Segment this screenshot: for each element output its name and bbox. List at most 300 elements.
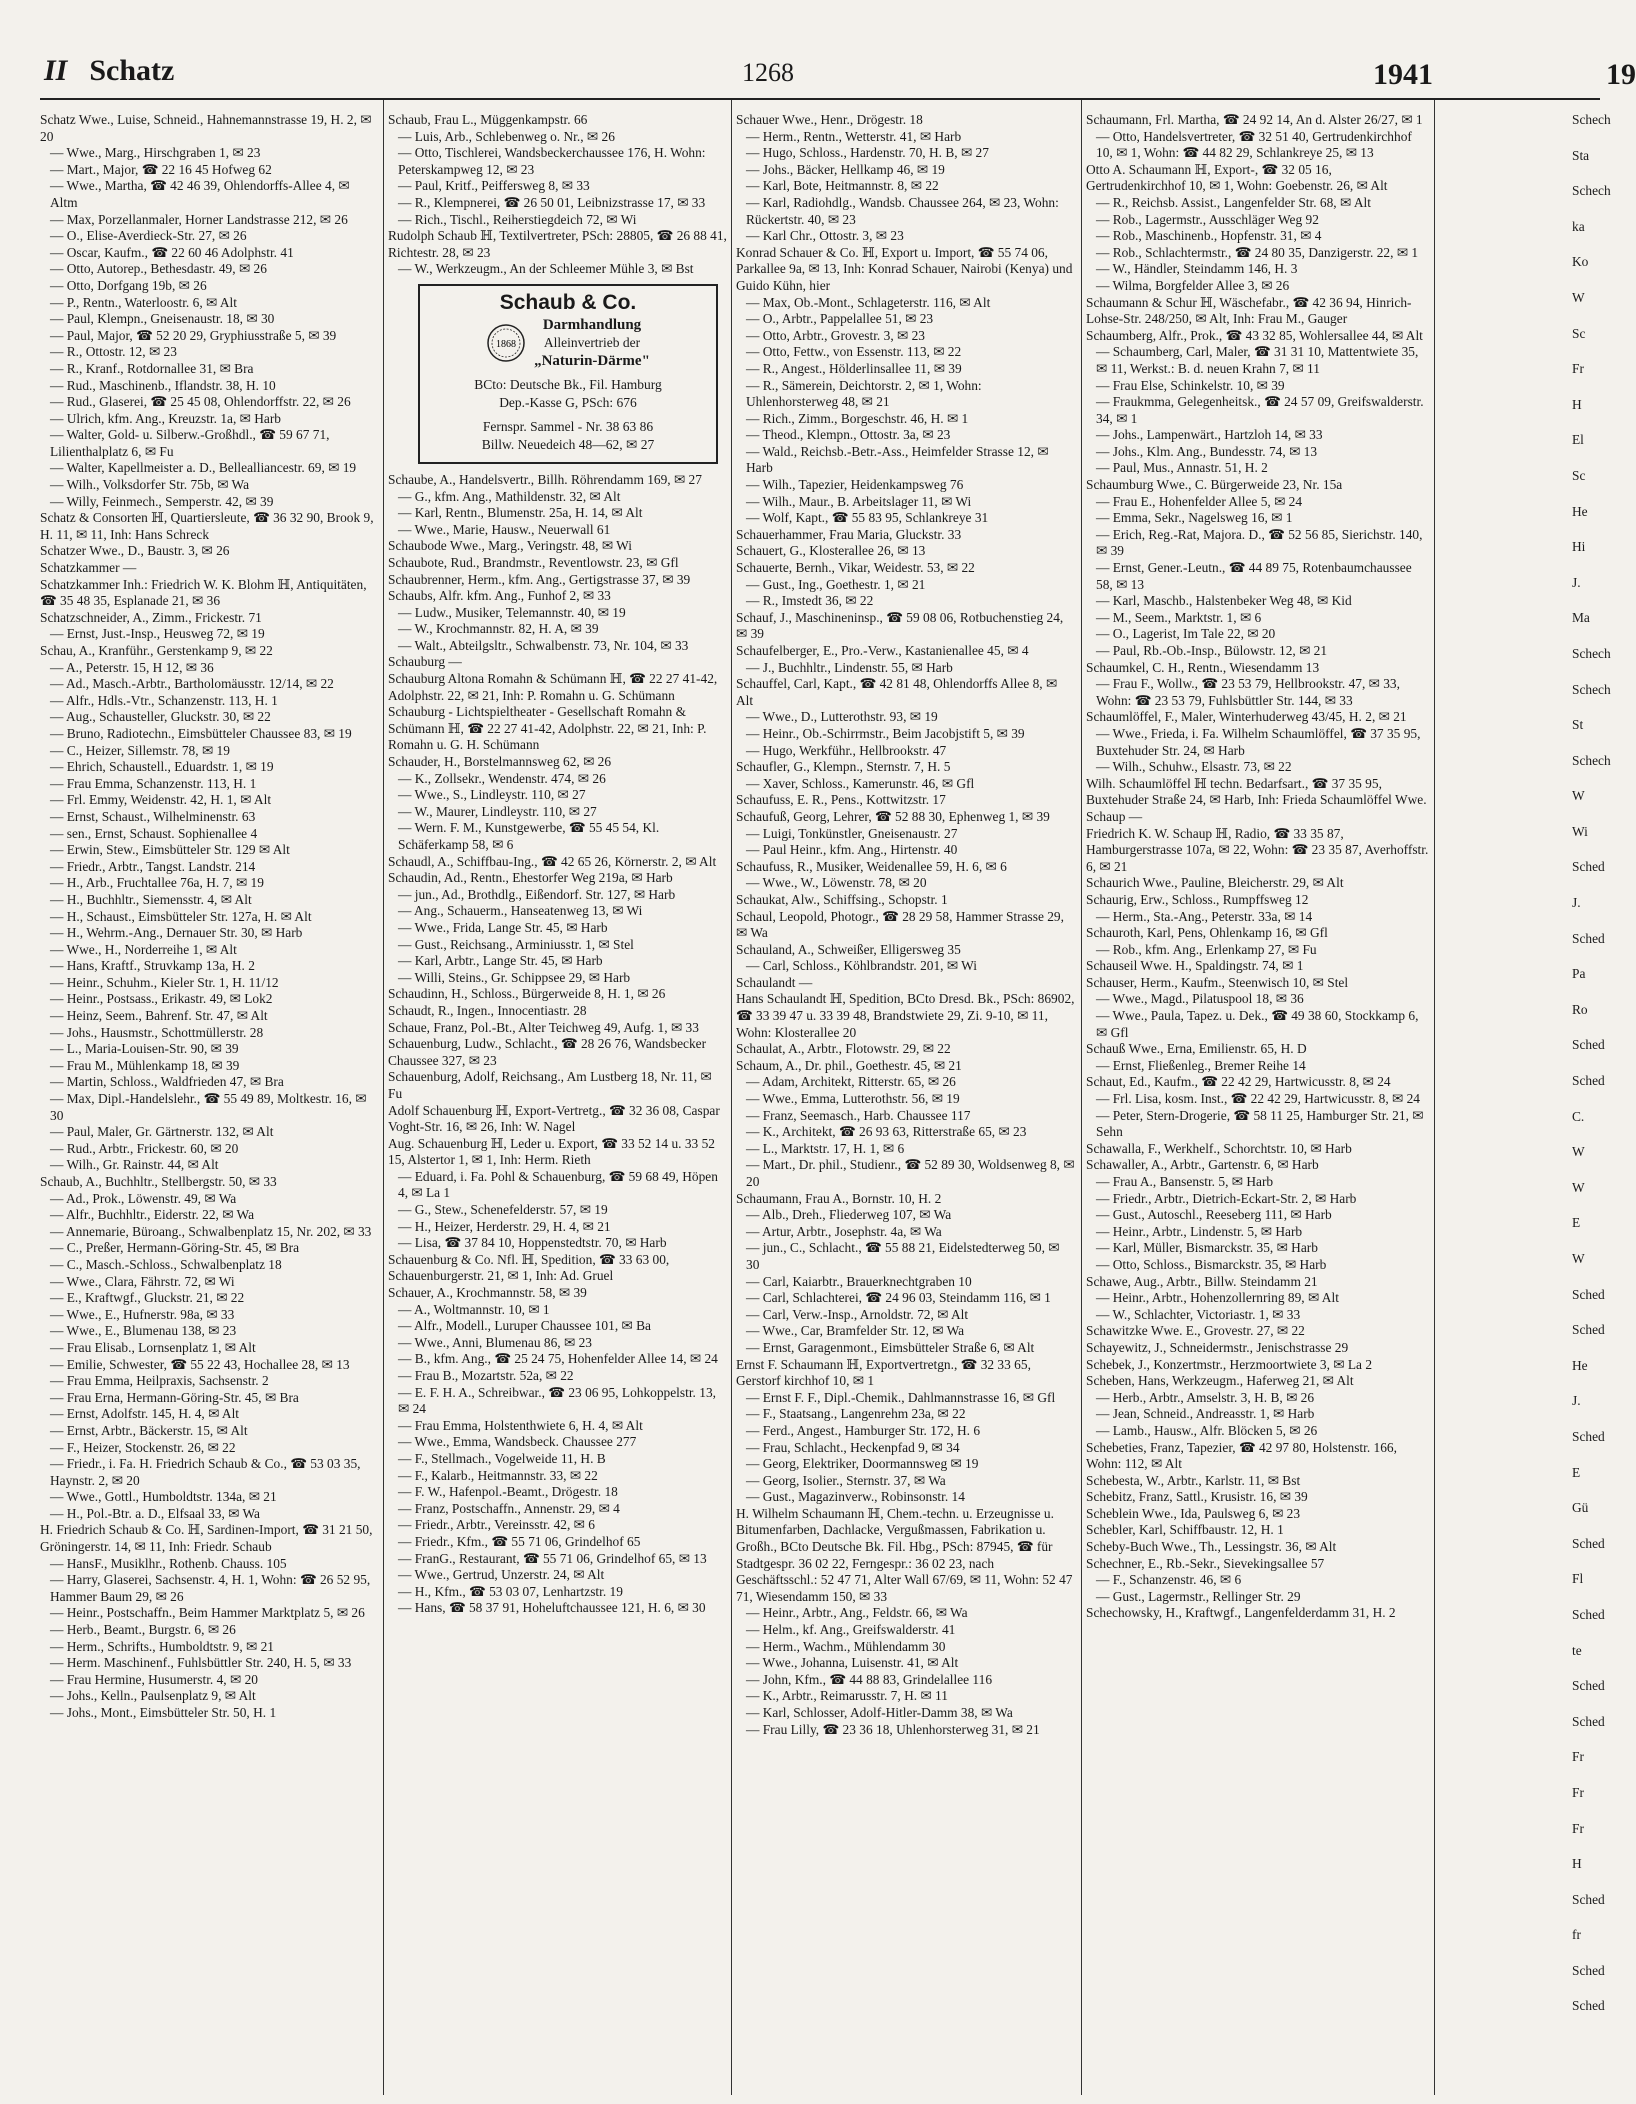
- directory-entry: — Ehrich, Schaustell., Eduardstr. 1, ✉ 19: [50, 759, 274, 775]
- directory-entry: — Karl, Arbtr., Lange Str. 45, ✉ Harb: [398, 953, 603, 969]
- directory-entry: — jun., C., Schlacht., ☎ 55 88 21, Eidelstedterweg 50, ✉ 30: [746, 1240, 1060, 1272]
- directory-entry: — L., Marktstr. 17, H. 1, ✉ 6: [746, 1140, 905, 1156]
- directory-entry: Hans Schaulandt ℍ, Spedition, BCto Dresd. Bk., PSch: 86902, ☎ 33 39 47 u. 33 39 48, Brandstwiete 29, Zi. 9-10, ✉ 11, Wohn: Klosterallee 20: [736, 991, 1075, 1040]
- directory-entry: — Johs., Hausmstr., Schottmüllerstr. 28: [50, 1024, 264, 1040]
- directory-entry: — Paul, Rb.-Ob.-Insp., Bülowstr. 12, ✉ 21: [1096, 643, 1328, 658]
- directory-entry: — Willi, Steins., Gr. Schippsee 29, ✉ Harb: [398, 969, 631, 985]
- edge-fragment: Schech: [1572, 681, 1611, 697]
- column-rule: [383, 100, 384, 2095]
- directory-entry: Schaurig, Erw., Schloss., Rumpffsweg 12: [1086, 891, 1309, 907]
- directory-entry: — Friedr., Arbtr., Tangst. Landstr. 214: [50, 858, 256, 874]
- directory-entry: Schauer Wwe., Henr., Drögestr. 18: [736, 112, 923, 127]
- directory-entry: — Frau M., Mühlenkamp 18, ✉ 39: [50, 1057, 240, 1073]
- edge-fragment: Schech: [1572, 752, 1611, 768]
- directory-entry: — Wwe., D., Lutterothstr. 93, ✉ 19: [746, 709, 938, 725]
- directory-entry: Schauroth, Karl, Pens, Ohlenkamp 16, ✉ Gfl: [1086, 925, 1328, 941]
- directory-entry: — Friedr., Arbtr., Dietrich-Eckart-Str. 2, ✉ Harb: [1096, 1190, 1357, 1206]
- directory-entry: — Georg, Elektriker, Doormannsweg ✉ 19: [746, 1456, 979, 1472]
- directory-entry: — Frl. Emmy, Weidenstr. 42, H. 1, ✉ Alt: [50, 792, 272, 808]
- directory-entry: Scheby-Buch Wwe., Th., Lessingstr. 36, ✉ Alt: [1086, 1539, 1337, 1555]
- next-page-edge: [1572, 112, 1611, 2097]
- directory-entry: — Frau Emma, Heilpraxis, Sachsenstr. 2: [50, 1373, 269, 1389]
- directory-entry: Schaub, A., Buchhltr., Stellbergstr. 50, ✉ 33: [40, 1174, 277, 1189]
- edge-fragment: Sched: [1572, 1962, 1605, 1978]
- edge-fragment: Sched: [1572, 1891, 1605, 1907]
- directory-entry: — Frau Lilly, ☎ 23 36 18, Uhlenhorsterweg 31, ✉ 21: [746, 1721, 1040, 1737]
- directory-entry: — Wern. F. M., Kunstgewerbe, ☎ 55 45 54, Kl. Schäferkamp 58, ✉ 6: [398, 820, 660, 852]
- directory-entry: — Erich, Reg.-Rat, Majora. D., ☎ 52 56 85, Sierichstr. 140, ✉ 39: [1096, 526, 1423, 559]
- directory-entry: — Paul Heinr., kfm. Ang., Hirtenstr. 40: [746, 842, 958, 858]
- directory-entry: — Ludw., Musiker, Telemannstr. 40, ✉ 19: [398, 604, 626, 620]
- directory-entry: Schauburg Altona Romahn & Schümann ℍ, ☎ 22 27 41-42, Adolphstr. 22, ✉ 21, Inh: P. Romahn u. G. Schümann: [388, 671, 718, 703]
- directory-entry: — Fraukmma, Gelegenheitsk., ☎ 24 57 09, Greifswalderstr. 34, ✉ 1: [1096, 394, 1424, 426]
- directory-entry: Schawalla, F., Werkhelf., Schorchtstr. 10, ✉ Harb: [1086, 1140, 1352, 1156]
- directory-entry: — K., Zollsekr., Wendenstr. 474, ✉ 26: [398, 770, 606, 786]
- directory-entry: Schaumann & Schur ℍ, Wäschefabr., ☎ 42 36 94, Hinrich-Lohse-Str. 248/250, ✉ Alt, Inh: Frau M., Gauger: [1086, 294, 1412, 327]
- advertisement-schaub-co: [418, 284, 718, 464]
- page-header: [40, 48, 1636, 100]
- directory-entry: — Jean, Schneid., Andreasstr. 1, ✉ Harb: [1096, 1406, 1315, 1422]
- edge-fragment: Sched: [1572, 1713, 1605, 1729]
- directory-entry: Schaulat, A., Arbtr., Flotowstr. 29, ✉ 22: [736, 1041, 951, 1057]
- directory-entry: — Wilh., Tapezier, Heidenkampsweg 76: [746, 477, 964, 493]
- section-name: Schatz: [89, 54, 175, 87]
- edge-fragment: Hi: [1572, 539, 1586, 555]
- directory-entry: — Oscar, Kaufm., ☎ 22 60 46 Adolphstr. 41: [50, 244, 294, 260]
- ad-description: [534, 316, 650, 370]
- edge-fragment: Fl: [1572, 1571, 1584, 1587]
- directory-entry: — Johs., Klm. Ang., Bundesstr. 74, ✉ 13: [1096, 443, 1318, 459]
- directory-entry: Schaukat, Alw., Schiffsing., Schopstr. 1: [736, 891, 948, 907]
- directory-entry: — C., Masch.-Schloss., Schwalbenplatz 18: [50, 1256, 282, 1272]
- directory-entry: — Johs., Bäcker, Hellkamp 46, ✉ 19: [746, 161, 945, 177]
- edge-fragment: El: [1572, 432, 1584, 448]
- directory-entry: — Wilh., Volksdorfer Str. 75b, ✉ Wa: [50, 477, 250, 493]
- directory-entry: — Peter, Stern-Drogerie, ☎ 58 11 25, Hamburger Str. 21, ✉ Sehn: [1096, 1107, 1424, 1140]
- directory-entry: — C., Heizer, Sillemstr. 78, ✉ 19: [50, 742, 230, 758]
- directory-entry: — Emilie, Schwester, ☎ 55 22 43, Hochallee 28, ✉ 13: [50, 1356, 350, 1372]
- directory-entry: — Karl, Rentn., Blumenstr. 25a, H. 14, ✉ Alt: [398, 505, 643, 521]
- directory-entry: — Otto, Fettw., von Essenstr. 113, ✉ 22: [746, 344, 962, 360]
- directory-entry: — Paul, Kritf., Peiffersweg 8, ✉ 33: [398, 178, 590, 194]
- edge-fragment: Sched: [1572, 1322, 1605, 1338]
- directory-entry: — O., Arbtr., Pappelallee 51, ✉ 23: [746, 311, 934, 327]
- edge-fragment: Gü: [1572, 1500, 1589, 1516]
- column-1: [40, 112, 378, 2097]
- directory-entry: — Heinr., Postschaffn., Beim Hammer Marktplatz 5, ✉ 26: [50, 1605, 365, 1621]
- edge-fragment: Fr: [1572, 1784, 1584, 1800]
- directory-entry: — Heinr., Arbtr., Ang., Feldstr. 66, ✉ Wa: [746, 1605, 968, 1621]
- directory-entry: — Franz, Seemasch., Harb. Chaussee 117: [746, 1107, 971, 1123]
- directory-entry: — Wwe., E., Hufnerstr. 98a, ✉ 33: [50, 1306, 235, 1322]
- directory-entry: — Erwin, Stew., Eimsbütteler Str. 129 ✉ Alt: [50, 842, 290, 858]
- directory-entry: Schaul, Leopold, Photogr., ☎ 28 29 58, Hammer Strasse 29, ✉ Wa: [736, 908, 1064, 941]
- directory-entry: — Wwe., S., Lindleystr. 110, ✉ 27: [398, 787, 586, 803]
- directory-entry: — Artur, Arbtr., Josephstr. 4a, ✉ Wa: [746, 1223, 942, 1239]
- directory-entry: — A., Peterstr. 15, H 12, ✉ 36: [50, 659, 214, 675]
- directory-entry: — Wwe., Emma, Wandsbeck. Chaussee 277: [398, 1434, 637, 1450]
- edge-fragment: Schech: [1572, 183, 1611, 199]
- directory-entry: Scheben, Hans, Werkzeugm., Haferweg 21, ✉ Alt: [1086, 1373, 1354, 1389]
- directory-entry: — Otto, Tischlerei, Wandsbeckerchaussee 176, H. Wohn: Peterskampweg 12, ✉ 23: [398, 145, 706, 177]
- directory-entry: — Johs., Mont., Eimsbütteler Str. 50, H. 1: [50, 1705, 277, 1720]
- edge-fragment: Fr: [1572, 1820, 1584, 1836]
- directory-entry: — Wwe., W., Löwenstr. 78, ✉ 20: [746, 875, 927, 891]
- directory-entry: — Walt., Abteilgsltr., Schwalbenstr. 73, Nr. 104, ✉ 33: [398, 637, 689, 653]
- directory-entry: Schauburg —: [388, 654, 462, 670]
- directory-entry: — F., Schanzenstr. 46, ✉ 6: [1096, 1572, 1242, 1588]
- directory-entry: — Johs., Kelln., Paulsenplatz 9, ✉ Alt: [50, 1688, 256, 1704]
- directory-entry: — Friedr., Arbtr., Vereinsstr. 42, ✉ 6: [398, 1517, 595, 1533]
- directory-entry: — Alb., Dreh., Fliederweg 107, ✉ Wa: [746, 1207, 952, 1223]
- column-2-entries-continued: [388, 472, 728, 1617]
- directory-entry: — Karl Chr., Ottostr. 3, ✉ 23: [746, 228, 904, 244]
- directory-entry: — F., Staatsang., Langenrehm 23a, ✉ 22: [746, 1406, 966, 1422]
- edge-fragment: W: [1572, 289, 1585, 305]
- directory-entry: Schaumberg, Alfr., Prok., ☎ 43 32 85, Wohlersallee 44, ✉ Alt: [1086, 327, 1423, 343]
- directory-entry: — Hugo, Werkführ., Hellbrookstr. 47: [746, 742, 947, 758]
- edge-fragment: W: [1572, 788, 1585, 804]
- directory-entry: Schaufuß, Georg, Lehrer, ☎ 52 88 30, Ephenweg 1, ✉ 39: [736, 808, 1050, 824]
- directory-entry: — H., Kfm., ☎ 53 03 07, Lenhartzstr. 19: [398, 1583, 623, 1599]
- edge-fragment: Wi: [1572, 823, 1588, 839]
- edge-fragment: fr: [1572, 1927, 1581, 1943]
- directory-entry: — O., Elise-Averdieck-Str. 27, ✉ 26: [50, 228, 247, 244]
- directory-entry: — Wilma, Borgfelder Allee 3, ✉ 26: [1096, 277, 1290, 293]
- directory-entry: Schauer, A., Krochmannstr. 58, ✉ 39: [388, 1285, 587, 1301]
- directory-entry: Schebeties, Franz, Tapezier, ☎ 42 97 80, Holstenstr. 166, Wohn: 112, ✉ Alt: [1086, 1439, 1397, 1472]
- directory-entry: Schauenburg, Ludw., Schlacht., ☎ 28 26 76, Wandsbecker Chaussee 327, ✉ 23: [388, 1036, 707, 1068]
- directory-entry: — Max, Porzellanmaler, Horner Landstrasse 212, ✉ 26: [50, 211, 348, 227]
- directory-entry: Schaumburg Wwe., C. Bürgerweide 23, Nr. 15a: [1086, 477, 1343, 493]
- directory-entry: Schaub, Frau L., Müggenkampstr. 66: [388, 112, 588, 127]
- ad-line-4: BCto: Deutsche Bk., Fil. Hamburg: [474, 376, 662, 392]
- directory-entry: — HansF., Musiklhr., Rothenb. Chauss. 105: [50, 1555, 287, 1571]
- directory-entry: — Wwe., Frida, Lange Str. 45, ✉ Harb: [398, 919, 608, 935]
- directory-entry: — Wilh., Maur., B. Arbeitslager 11, ✉ Wi: [746, 493, 972, 509]
- directory-entry: — R., Imstedt 36, ✉ 22: [746, 593, 874, 609]
- directory-entry: — Max, Dipl.-Handelslehr., ☎ 55 49 89, Moltkestr. 16, ✉ 30: [50, 1091, 367, 1123]
- directory-entry: Scheblein Wwe., Ida, Paulsweg 6, ✉ 23: [1086, 1505, 1301, 1521]
- directory-entry: Schaup —: [1086, 808, 1143, 824]
- directory-entry: — Herb., Beamt., Burgstr. 6, ✉ 26: [50, 1622, 236, 1638]
- directory-entry: Schayewitz, J., Schneidermstr., Jenischstrasse 29: [1086, 1339, 1349, 1355]
- directory-entry: — H., Schaust., Eimsbütteler Str. 127a, H. ✉ Alt: [50, 908, 312, 924]
- ad-header-row: [426, 316, 710, 370]
- directory-entry: Schaufler, G., Klempn., Sternstr. 7, H. 5: [736, 759, 951, 775]
- directory-entry: Schatz Wwe., Luise, Schneid., Hahnemannstrasse 19, H. 2, ✉ 20: [40, 112, 372, 144]
- directory-entry: — Wwe., Anni, Blumenau 86, ✉ 23: [398, 1334, 592, 1350]
- directory-entry: — Wwe., Martha, ☎ 42 46 39, Ohlendorffs-Allee 4, ✉ Altm: [50, 178, 350, 210]
- directory-entry: Schaudt, R., Ingen., Innocentiastr. 28: [388, 1002, 587, 1018]
- directory-entry: — Eduard, i. Fa. Pohl & Schauenburg, ☎ 59 68 49, Höpen 4, ✉ La 1: [398, 1168, 718, 1201]
- directory-entry: — Herm. Maschinenf., Fuhlsbüttler Str. 240, H. 5, ✉ 33: [50, 1655, 352, 1671]
- directory-entry: — Carl, Schloss., Köhlbrandstr. 201, ✉ Wi: [746, 958, 978, 974]
- directory-entry: Schaubote, Rud., Brandmstr., Reventlowstr. 23, ✉ Gfl: [388, 554, 679, 570]
- directory-entry: Schaue, Franz, Pol.-Bt., Alter Teichweg 49, Aufg. 1, ✉ 33: [388, 1019, 699, 1035]
- directory-entry: — Xaver, Schloss., Kamerunstr. 46, ✉ Gfl: [746, 775, 975, 791]
- directory-entry: Konrad Schauer & Co. ℍ, Export u. Import, ☎ 55 74 06, Parkallee 9a, ✉ 13, Inh: Konrad Schauer, Nairobi (Kenya) und Guido Kühn, hier: [736, 244, 1073, 293]
- directory-entry: — Wwe., H., Norderreihe 1, ✉ Alt: [50, 941, 237, 957]
- edge-fragment: Ma: [1572, 610, 1590, 626]
- directory-entry: — Frau Else, Schinkelstr. 10, ✉ 39: [1096, 377, 1285, 393]
- directory-entry: Schaum, A., Dr. phil., Goethestr. 45, ✉ 21: [736, 1057, 962, 1073]
- directory-entry: — Emma, Sekr., Nagelsweg 16, ✉ 1: [1096, 510, 1293, 526]
- edge-fragment: He: [1572, 1357, 1588, 1373]
- directory-entry: — H., Buchhltr., Siemensstr. 4, ✉ Alt: [50, 891, 252, 907]
- directory-entry: — G., kfm. Ang., Mathildenstr. 32, ✉ Alt: [398, 488, 621, 504]
- column-rule: [1434, 100, 1435, 2095]
- directory-entry: — Karl, Maschb., Halstenbeker Weg 48, ✉ Kid: [1096, 593, 1352, 609]
- directory-entry: Schauseil Wwe. H., Spaldingstr. 74, ✉ 1: [1086, 958, 1304, 974]
- directory-entry: Schauerte, Bernh., Vikar, Weidestr. 53, ✉ 22: [736, 560, 975, 576]
- directory-entry: Schauser, Herm., Kaufm., Steenwisch 10, ✉ Stel: [1086, 974, 1349, 990]
- ad-line-3: „Naturin-Därme": [534, 352, 650, 369]
- directory-entry: — Frau Emma, Holstenthwiete 6, H. 4, ✉ Alt: [398, 1417, 643, 1433]
- directory-entry: — Ernst, Arbtr., Bäckerstr. 15, ✉ Alt: [50, 1422, 248, 1438]
- directory-entry: — Otto, Dorfgang 19b, ✉ 26: [50, 277, 207, 293]
- directory-entry: — F., Heizer, Stockenstr. 26, ✉ 22: [50, 1439, 236, 1455]
- directory-entry: — Ernst, Garagenmont., Eimsbütteler Straße 6, ✉ Alt: [746, 1339, 1035, 1355]
- directory-entry: — Heinr., Postsass., Erikastr. 49, ✉ Lok2: [50, 991, 273, 1007]
- edge-fragment: Sched: [1572, 1286, 1605, 1302]
- directory-entry: — Wwe., Gottl., Humboldtstr. 134a, ✉ 21: [50, 1489, 277, 1505]
- directory-entry: — Schaumberg, Carl, Maler, ☎ 31 31 10, Mattentwiete 35, ✉ 11, Werkst.: B. d. neuen Krahn 7, ✉ 11: [1096, 344, 1419, 376]
- next-page-year-fragment: 19: [1606, 58, 1636, 91]
- edge-fragment: Sc: [1572, 325, 1586, 341]
- directory-entry: — Gust., Autoschl., Reeseberg 111, ✉ Harb: [1096, 1207, 1332, 1223]
- directory-entry: — W., Werkzeugm., An der Schleemer Mühle 3, ✉ Bst: [398, 261, 694, 277]
- directory-entry: — Aug., Schausteller, Gluckstr. 30, ✉ 22: [50, 709, 271, 725]
- directory-entry: — Johs., Lampenwärt., Hartzloh 14, ✉ 33: [1096, 427, 1323, 443]
- directory-entry: — Herm., Wachm., Mühlendamm 30: [746, 1638, 946, 1654]
- directory-entry: — Gust., Lagermstr., Rellinger Str. 29: [1096, 1588, 1301, 1604]
- directory-entry: — Carl, Verw.-Insp., Arnoldstr. 72, ✉ Alt: [746, 1306, 969, 1322]
- directory-entry: Schawitzke Wwe. E., Grovestr. 27, ✉ 22: [1086, 1323, 1305, 1339]
- section-title: [44, 54, 174, 88]
- directory-entry: — C., Preßer, Hermann-Göring-Str. 45, ✉ Bra: [50, 1240, 300, 1256]
- directory-entry: — Ernst, Fließenleg., Bremer Reihe 14: [1096, 1057, 1306, 1073]
- edge-fragment: Sched: [1572, 1606, 1605, 1622]
- directory-entry: — Paul, Mus., Annastr. 51, H. 2: [1096, 460, 1268, 476]
- directory-entry: Schauffel, Carl, Kapt., ☎ 42 81 48, Ohlendorffs Allee 8, ✉ Alt: [736, 676, 1058, 708]
- ad-company-name: Schaub & Co.: [499, 290, 637, 314]
- directory-entry: — L., Maria-Louisen-Str. 90, ✉ 39: [50, 1041, 239, 1057]
- directory-entry: — Ernst, Just.-Insp., Heusweg 72, ✉ 19: [50, 626, 265, 642]
- directory-entry: Schaudinn, H., Schloss., Bürgerweide 8, H. 1, ✉ 26: [388, 986, 666, 1002]
- directory-entry: — Otto, Arbtr., Grovestr. 3, ✉ 23: [746, 327, 925, 343]
- directory-entry: Schatzkammer —: [40, 560, 137, 576]
- directory-entry: Schauf, J., Maschineninsp., ☎ 59 08 06, Rotbuchenstieg 24, ✉ 39: [736, 609, 1064, 642]
- directory-entry: — Karl, Müller, Bismarckstr. 35, ✉ Harb: [1096, 1240, 1318, 1256]
- directory-entry: — Theod., Klempn., Ottostr. 3a, ✉ 23: [746, 427, 951, 443]
- edge-fragment: Sched: [1572, 1678, 1605, 1694]
- directory-entry: Schauerhammer, Frau Maria, Gluckstr. 33: [736, 526, 962, 542]
- directory-entry: — Wwe., Magd., Pilatuspool 18, ✉ 36: [1096, 991, 1304, 1007]
- directory-entry: — Mart., Major, ☎ 22 16 45 Hofweg 62: [50, 161, 272, 177]
- directory-entry: — Alfr., Hdls.-Vtr., Schanzenstr. 113, H. 1: [50, 692, 278, 708]
- directory-entry: — R., Reichsb. Assist., Langenfelder Str. 68, ✉ Alt: [1096, 194, 1371, 210]
- directory-entry: — Walter, Gold- u. Silberw.-Großhdl., ☎ 59 67 71, Lilienthalplatz 6, ✉ Fu: [50, 427, 330, 459]
- edge-fragment: Pa: [1572, 966, 1586, 982]
- directory-entry: Schauenburg, Adolf, Reichsang., Am Lustberg 18, Nr. 11, ✉ Fu: [388, 1069, 712, 1101]
- directory-entry: — Ad., Masch.-Arbtr., Bartholomäusstr. 12/14, ✉ 22: [50, 676, 334, 692]
- directory-entry: — Rob., Schlachtermstr., ☎ 24 80 35, Danzigerstr. 22, ✉ 1: [1096, 244, 1419, 260]
- directory-entry: — Wilh., Schuhw., Elsastr. 73, ✉ 22: [1096, 759, 1292, 775]
- edge-fragment: Sched: [1572, 1037, 1605, 1053]
- directory-entry: Schaufuss, E. R., Pens., Kottwitzstr. 17: [736, 792, 946, 808]
- directory-entry: Schaulandt —: [736, 974, 813, 990]
- directory-entry: — R., Sämerein, Deichtorstr. 2, ✉ 1, Wohn: Uhlenhorsterweg 48, ✉ 21: [746, 377, 982, 410]
- directory-entry: Schebesta, W., Arbtr., Karlstr. 11, ✉ Bst: [1086, 1472, 1301, 1488]
- edge-fragment: Fr: [1572, 1749, 1584, 1765]
- directory-entry: — Wwe., Frieda, i. Fa. Wilhelm Schaumlöffel, ☎ 37 35 95, Buxtehuder Str. 24, ✉ Harb: [1096, 725, 1421, 758]
- directory-entry: Schauder, H., Borstelmannsweg 62, ✉ 26: [388, 754, 612, 770]
- directory-entry: Schauert, G., Klosterallee 26, ✉ 13: [736, 543, 926, 559]
- directory-entry: Schauburg - Lichtspieltheater - Gesellschaft Romahn & Schümann ℍ, ☎ 22 27 41-42, Adolphstr. 22, ✉ 21, Inh: P. Romahn u. G. H. Schümann: [388, 704, 707, 753]
- directory-entry: — Paul, Maler, Gr. Gärtnerstr. 132, ✉ Alt: [50, 1124, 274, 1140]
- directory-entry: Wilh. Schaumlöffel ℍ techn. Bedarfsart., ☎ 37 35 95, Buxtehuder Straße 24, ✉ Harb, Inh: Frieda Schaumlöffel Wwe.: [1086, 775, 1427, 808]
- edge-fragment: J.: [1572, 1393, 1581, 1409]
- edge-fragment: Sched: [1572, 1535, 1605, 1551]
- edge-fragment: Sched: [1572, 1998, 1605, 2014]
- edge-fragment: ka: [1572, 218, 1585, 234]
- directory-entry: Schaubs, Alfr. kfm. Ang., Funhof 2, ✉ 33: [388, 588, 611, 604]
- edge-fragment: C.: [1572, 1108, 1585, 1124]
- column-rule: [731, 100, 732, 2095]
- directory-entry: — B., kfm. Ang., ☎ 25 24 75, Hohenfelder Allee 14, ✉ 24: [398, 1351, 718, 1367]
- directory-entry: Schauß Wwe., Erna, Emilienstr. 65, H. D: [1086, 1041, 1307, 1057]
- directory-entry: — Rob., Lagermstr., Ausschläger Weg 92: [1096, 211, 1319, 227]
- directory-entry: — Frau A., Bansenstr. 5, ✉ Harb: [1096, 1174, 1274, 1189]
- directory-entry: — Hans, Kraftf., Struvkamp 13a, H. 2: [50, 958, 255, 974]
- directory-entry: — H., Pol.-Btr. a. D., Elfsaal 33, ✉ Wa: [50, 1505, 260, 1521]
- ad-line-1: Darmhandlung: [542, 316, 642, 333]
- directory-entry: Schaube, A., Handelsvertr., Billh. Röhrendamm 169, ✉ 27: [388, 471, 702, 487]
- page-label: II: [44, 54, 68, 87]
- edge-fragment: Fr: [1572, 361, 1584, 377]
- directory-entry: — Lamb., Hausw., Alfr. Blöcken 5, ✉ 26: [1096, 1422, 1318, 1438]
- edge-fragment: Sched: [1572, 930, 1605, 946]
- directory-entry: Schaumann, Frau A., Bornstr. 10, H. 2: [736, 1190, 942, 1206]
- directory-entry: — Ernst F. F., Dipl.-Chemik., Dahlmannstrasse 16, ✉ Gfl: [746, 1389, 1056, 1405]
- directory-entry: — J., Buchhltr., Lindenstr. 55, ✉ Harb: [746, 659, 953, 675]
- page-number: 1268: [742, 58, 794, 87]
- edge-fragment: Sched: [1572, 1073, 1605, 1089]
- directory-entry: — R., Klempnerei, ☎ 26 50 01, Leibnizstrasse 17, ✉ 33: [398, 194, 706, 210]
- directory-entry: Schatz & Consorten ℍ, Quartiersleute, ☎ 36 32 90, Brook 9, H. 11, ✉ 11, Inh: Hans Schreck: [40, 510, 374, 542]
- directory-entry: — Wwe., Marg., Hirschgraben 1, ✉ 23: [50, 145, 261, 161]
- edge-fragment: te: [1572, 1642, 1582, 1658]
- directory-entry: — Frl. Lisa, kosm. Inst., ☎ 22 42 29, Hartwicusstr. 8, ✉ 24: [1096, 1091, 1420, 1107]
- directory-entry: — Frau B., Mozartstr. 52a, ✉ 22: [398, 1368, 574, 1383]
- directory-entry: Schaudl, A., Schiffbau-Ing., ☎ 42 65 26, Körnerstr. 2, ✉ Alt: [388, 853, 717, 869]
- directory-entry: — F., Kalarb., Heitmannstr. 33, ✉ 22: [398, 1467, 598, 1483]
- directory-entry: — Rud., Arbtr., Frickestr. 60, ✉ 20: [50, 1140, 239, 1156]
- directory-entry: — H., Arb., Fruchtallee 76a, H. 7, ✉ 19: [50, 875, 264, 891]
- directory-entry: — Wwe., E., Blumenau 138, ✉ 23: [50, 1323, 237, 1339]
- edge-fragment: H: [1572, 396, 1582, 412]
- directory-entry: — Heinr., Arbtr., Hohenzollernring 89, ✉ Alt: [1096, 1290, 1339, 1306]
- directory-entry: Schau, A., Kranführ., Gerstenkamp 9, ✉ 22: [40, 643, 273, 658]
- directory-entry: — Rich., Zimm., Borgeschstr. 46, H. ✉ 1: [746, 410, 969, 426]
- directory-entry: — W., Schlachter, Victoriastr. 1, ✉ 33: [1096, 1306, 1301, 1322]
- edge-fragment: E: [1572, 1464, 1581, 1480]
- directory-entry: — FranG., Restaurant, ☎ 55 71 06, Grindelhof 65, ✉ 13: [398, 1550, 707, 1566]
- directory-entry: — Friedr., i. Fa. H. Friedrich Schaub & Co., ☎ 53 03 35, Haynstr. 2, ✉ 20: [50, 1456, 361, 1488]
- directory-entry: — Wilh., Gr. Rainstr. 44, ✉ Alt: [50, 1157, 219, 1173]
- directory-entry: — Ernst, Adolfstr. 145, H. 4, ✉ Alt: [50, 1406, 240, 1422]
- directory-entry: — Wolf, Kapt., ☎ 55 83 95, Schlankreye 31: [746, 510, 989, 526]
- directory-entry: — Carl, Kaiarbtr., Brauerknechtgraben 10: [746, 1273, 972, 1289]
- directory-entry: Schaubrenner, Herm., kfm. Ang., Gertigstrasse 37, ✉ 39: [388, 571, 691, 587]
- directory-entry: — Wwe., Emma, Lutterothstr. 56, ✉ 19: [746, 1091, 960, 1107]
- directory-entry: — Rob., Maschinenb., Hopfenstr. 31, ✉ 4: [1096, 228, 1322, 244]
- directory-entry: Schaufelberger, E., Pro.-Verw., Kastanienallee 45, ✉ 4: [736, 643, 1029, 658]
- directory-entry: — Wwe., Paula, Tapez. u. Dek., ☎ 49 38 60, Stockkamp 6, ✉ Gfl: [1096, 1008, 1419, 1040]
- directory-entry: Aug. Schauenburg ℍ, Leder u. Export, ☎ 33 52 14 u. 33 52 15, Alstertor 1, ✉ 1, Inh: Herm. Rieth: [388, 1135, 715, 1168]
- directory-entry: — Ang., Schauerm., Hanseatenweg 13, ✉ Wi: [398, 903, 643, 919]
- directory-entry: Schebler, Karl, Schiffbaustr. 12, H. 1: [1086, 1522, 1284, 1538]
- directory-entry: Schatzschneider, A., Zimm., Frickestr. 71: [40, 609, 262, 625]
- edge-fragment: H: [1572, 1856, 1582, 1872]
- directory-entry: — Heinr., Arbtr., Lindenstr. 5, ✉ Harb: [1096, 1223, 1303, 1239]
- directory-entry: — Herm., Sta.-Ang., Peterstr. 33a, ✉ 14: [1096, 908, 1313, 924]
- directory-entry: — Karl, Radiohdlg., Wandsb. Chaussee 264, ✉ 23, Wohn: Rückertstr. 40, ✉ 23: [746, 194, 1059, 227]
- directory-entry: — Rich., Tischl., Reiherstiegdeich 72, ✉ Wi: [398, 211, 637, 227]
- directory-entry: Schauenburg & Co. Nfl. ℍ, Spedition, ☎ 33 63 00, Schauenburgerstr. 21, ✉ 1, Inh: Ad. Gruel: [388, 1251, 670, 1284]
- directory-entry: — Frau F., Wollw., ☎ 23 53 79, Hellbrookstr. 47, ✉ 33, Wohn: ☎ 23 53 79, Fuhlsbüttler Str. 144, ✉ 33: [1096, 676, 1400, 708]
- directory-entry: — Ulrich, kfm. Ang., Kreuzstr. 1a, ✉ Harb: [50, 410, 282, 426]
- directory-entry: — Karl, Schlosser, Adolf-Hitler-Damm 38, ✉ Wa: [746, 1705, 1013, 1720]
- directory-entry: — Hans, ☎ 58 37 91, Hoheluftchaussee 121, H. 6, ✉ 30: [398, 1600, 706, 1616]
- directory-entry: Schebitz, Franz, Sattl., Krusistr. 16, ✉ 39: [1086, 1489, 1308, 1505]
- ad-line-6: Fernspr. Sammel - Nr. 38 63 86: [482, 418, 654, 434]
- directory-entry: — Frau Erna, Hermann-Göring-Str. 45, ✉ Bra: [50, 1389, 299, 1405]
- directory-entry: — Otto, Schloss., Bismarckstr. 35, ✉ Harb: [1096, 1256, 1327, 1272]
- directory-entry: Schebek, J., Konzertmstr., Herzmoortwiete 3, ✉ La 2: [1086, 1356, 1373, 1372]
- directory-entry: — Wwe., Gertrud, Unzerstr. 24, ✉ Alt: [398, 1567, 605, 1583]
- directory-entry: Schechner, E., Rb.-Sekr., Sievekingsallee 57: [1086, 1555, 1325, 1571]
- directory-entry: — Ad., Prok., Löwenstr. 49, ✉ Wa: [50, 1190, 237, 1206]
- directory-entry: Schaubode Wwe., Marg., Veringstr. 48, ✉ Wi: [388, 538, 632, 554]
- directory-entry: — Georg, Isolier., Sternstr. 37, ✉ Wa: [746, 1472, 946, 1488]
- edge-fragment: Ko: [1572, 254, 1589, 270]
- edge-fragment: Sched: [1572, 859, 1605, 875]
- directory-entry: — Friedr., Kfm., ☎ 55 71 06, Grindelhof 65: [398, 1533, 641, 1549]
- directory-entry: — F., Stellmach., Vogelweide 11, H. B: [398, 1450, 606, 1466]
- directory-entry: — K., Architekt, ☎ 26 93 63, Ritterstraße 65, ✉ 23: [746, 1124, 1027, 1140]
- directory-entry: — Martin, Schloss., Waldfrieden 47, ✉ Bra: [50, 1074, 284, 1090]
- directory-entry: — Wwe., Clara, Fährstr. 72, ✉ Wi: [50, 1273, 235, 1289]
- edge-fragment: Ro: [1572, 1001, 1588, 1017]
- column-2: [388, 112, 728, 2097]
- directory-entry: — E. F. H. A., Schreibwar., ☎ 23 06 95, Lohkoppelstr. 13, ✉ 24: [398, 1384, 716, 1417]
- directory-entry: — F. W., Hafenpol.-Beamt., Drögestr. 18: [398, 1484, 618, 1500]
- ad-line-2: Alleinvertrieb der: [543, 334, 641, 350]
- directory-entry: — Herm., Schrifts., Humboldtstr. 9, ✉ 21: [50, 1638, 274, 1654]
- directory-entry: — Gust., Ing., Goethestr. 1, ✉ 21: [746, 576, 926, 592]
- directory-entry: Schawe, Aug., Arbtr., Billw. Steindamm 21: [1086, 1273, 1318, 1289]
- directory-entry: — Gust., Reichsang., Arminiusstr. 1, ✉ Stel: [398, 936, 634, 952]
- directory-entry: — G., Stew., Schenefelderstr. 57, ✉ 19: [398, 1202, 608, 1218]
- directory-entry: — H., Wehrm.-Ang., Dernauer Str. 30, ✉ Harb: [50, 925, 303, 941]
- seal-year: 1868: [496, 338, 517, 350]
- edge-fragment: Schech: [1572, 112, 1611, 127]
- edge-fragment: Sc: [1572, 467, 1586, 483]
- directory-entry: — W., Maurer, Lindleystr. 110, ✉ 27: [398, 803, 597, 819]
- year-label: 1941: [1373, 58, 1433, 91]
